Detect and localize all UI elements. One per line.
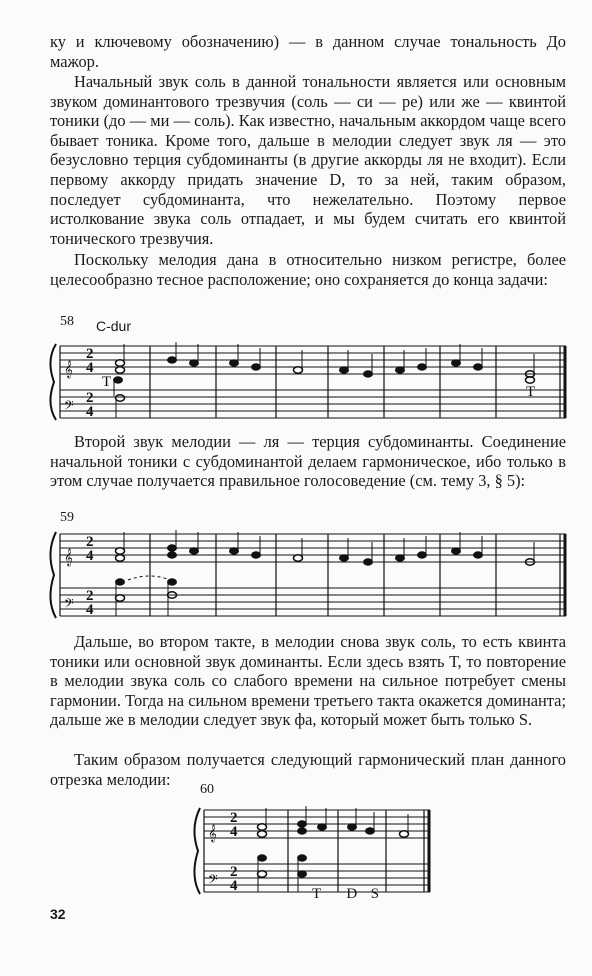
time-sig-bottom-bass: 4 bbox=[86, 602, 94, 618]
bass-clef-icon: 𝄢 bbox=[64, 598, 74, 614]
treble-staff bbox=[204, 810, 430, 838]
example-59-number: 59 bbox=[60, 510, 74, 525]
time-sig-bottom-bass: 4 bbox=[230, 878, 238, 894]
time-sig-top-treble: 2 bbox=[86, 346, 94, 362]
paragraph-1: ку и ключевому обозначению) — в данном случае тональность До мажор. bbox=[50, 32, 566, 71]
harmony-start: T bbox=[102, 374, 112, 390]
brace bbox=[50, 532, 56, 618]
example-58-score bbox=[46, 336, 576, 426]
treble-clef-icon: 𝄞 bbox=[208, 826, 217, 842]
treble-clef-icon: 𝄞 bbox=[64, 550, 73, 566]
time-sig-bottom-treble: 4 bbox=[230, 824, 238, 840]
harmony-tonic: T bbox=[312, 886, 321, 902]
harmony-subdominant: S bbox=[370, 886, 380, 902]
treble-staff bbox=[60, 346, 566, 374]
paragraph-5: Дальше, во втором такте, в мелодии снова звук соль, то есть квинта тоники или основной звук доминанты. Если здесь взять Т, то повторение в мелодии звука соль со слабого времени на сильное потребует смены гармонии. Тогда на сильном времени третьего такта окажется доминанта; дальше же в мелодии следует звук фа, который может быть только S. bbox=[50, 632, 566, 730]
bass-staff bbox=[60, 390, 566, 418]
bass-clef-icon: 𝄢 bbox=[208, 874, 218, 890]
page-number: 32 bbox=[50, 906, 66, 922]
bass-staff bbox=[60, 588, 566, 616]
time-sig-top-treble: 2 bbox=[230, 810, 238, 826]
paragraph-3: Поскольку мелодия дана в относительно низком регистре, более целесообразно тесное расположение; оно сохраняется до конца задачи: bbox=[50, 250, 566, 289]
example-60-harmony bbox=[312, 886, 379, 903]
time-sig-top-bass: 2 bbox=[230, 864, 238, 880]
paragraph-6: Таким образом получается следующий гармонический план данного отрезка мелодии: bbox=[50, 750, 566, 789]
brace bbox=[194, 808, 200, 894]
treble-clef-icon: 𝄞 bbox=[64, 362, 73, 378]
paragraph-4: Второй звук мелодии — ля — терция субдоминанты. Соединение начальной тоники с субдоминантой делаем гармоническое, ибо только в этом случае получается правильное голосоведение (см. тему 3, § 5): bbox=[50, 432, 566, 491]
brace bbox=[50, 344, 56, 420]
bass-clef-icon: 𝄢 bbox=[64, 400, 74, 416]
example-58-number: 58 bbox=[60, 314, 74, 329]
time-sig-top-bass: 2 bbox=[86, 588, 94, 604]
paragraph-2: Начальный звук соль в данной тональности является или основным звуком доминантового трезвучия (соль — си — ре) или же — квинтой тоники (до — ми — соль). Как известно, начальным аккордом чаще всего бывает тоника. Кроме того, дальше в мелодии следует звук ля — это безусловно терция субдоминанты (в другие аккорды ля не входит). Если первому аккорду придать значение D, то за ней, таким образом, последует субдоминанта, что нежелательно. Поэтому первое истолкование звука соль отпадает, и мы будем считать его квинтой тонического трезвучия. bbox=[50, 72, 566, 248]
example-58-key: C-dur bbox=[96, 318, 132, 334]
harmony-dominant: D bbox=[346, 886, 358, 902]
example-59-score bbox=[46, 524, 576, 624]
melody-notes bbox=[258, 806, 409, 892]
example-60-number: 60 bbox=[200, 782, 214, 797]
time-sig-bottom-bass: 4 bbox=[86, 404, 94, 420]
time-sig-bottom-treble: 4 bbox=[86, 548, 94, 564]
time-sig-top-bass: 2 bbox=[86, 390, 94, 406]
example-60-score bbox=[190, 800, 440, 900]
time-sig-bottom-treble: 4 bbox=[86, 360, 94, 376]
time-sig-top-treble: 2 bbox=[86, 534, 94, 550]
treble-staff bbox=[60, 534, 566, 562]
harmony-end: T bbox=[526, 384, 536, 400]
melody-notes bbox=[116, 530, 535, 616]
